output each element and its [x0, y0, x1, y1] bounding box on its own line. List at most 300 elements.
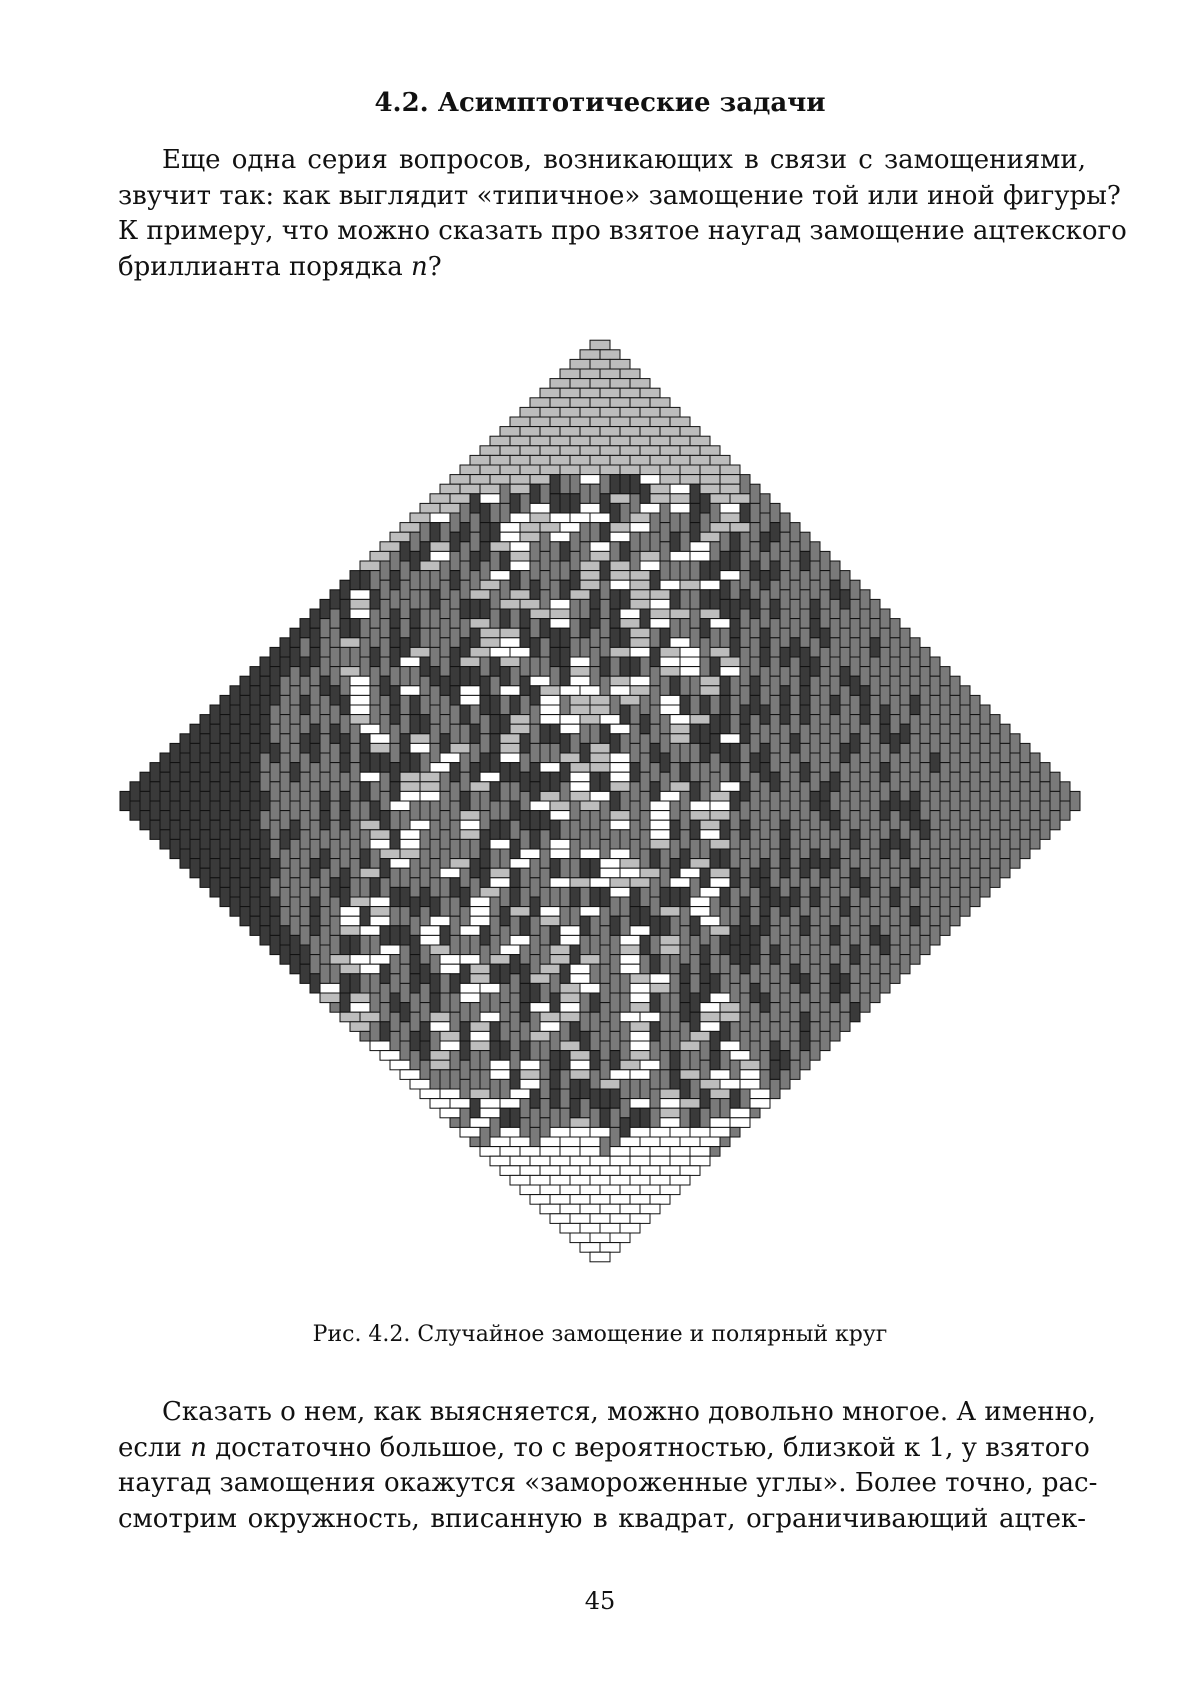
domino-tile — [850, 983, 860, 1002]
domino-tile — [260, 772, 270, 791]
domino-tile — [740, 647, 750, 666]
domino-tile — [730, 849, 740, 868]
domino-tile — [600, 446, 620, 456]
domino-tile — [370, 705, 380, 724]
domino-tile — [650, 916, 660, 935]
domino-tile — [540, 484, 550, 503]
domino-tile — [900, 955, 910, 974]
domino-tile — [830, 868, 840, 887]
domino-tile — [540, 619, 550, 638]
domino-tile — [480, 446, 500, 456]
domino-tile — [310, 628, 320, 647]
domino-tile — [430, 763, 450, 773]
domino-tile — [620, 859, 640, 869]
domino-tile — [830, 849, 840, 868]
domino-tile — [730, 1127, 740, 1137]
domino-tile — [340, 676, 350, 695]
domino-tile — [570, 571, 580, 590]
domino-tile — [170, 801, 180, 820]
domino-tile — [350, 599, 370, 609]
domino-tile — [860, 897, 870, 916]
domino-tile — [510, 1108, 520, 1127]
domino-tile — [470, 628, 480, 647]
domino-tile — [570, 782, 590, 792]
text-line: смотрим окружность, вписанную в квадрат, ограничивающий ацтек- — [118, 1503, 1086, 1534]
domino-tile — [860, 935, 870, 954]
domino-tile — [600, 724, 610, 743]
domino-tile — [340, 916, 360, 926]
domino-tile — [1020, 743, 1030, 762]
domino-tile — [890, 619, 900, 638]
domino-tile — [930, 734, 940, 753]
domino-tile — [510, 801, 520, 820]
domino-tile — [530, 1175, 550, 1185]
domino-tile — [280, 907, 290, 926]
domino-tile — [490, 801, 500, 820]
domino-tile — [960, 782, 970, 801]
domino-tile — [680, 657, 700, 667]
domino-tile — [480, 993, 490, 1012]
domino-tile — [600, 1022, 610, 1041]
domino-tile — [970, 695, 980, 714]
domino-tile — [440, 753, 460, 763]
domino-tile — [620, 542, 630, 561]
domino-tile — [730, 868, 740, 887]
domino-tile — [420, 676, 430, 695]
domino-tile — [560, 475, 570, 494]
domino-tile — [470, 1070, 480, 1089]
domino-tile — [470, 791, 480, 810]
intro-paragraph — [118, 143, 1127, 285]
domino-tile — [410, 1079, 430, 1089]
domino-tile — [520, 1003, 530, 1022]
domino-tile — [670, 887, 680, 906]
domino-tile — [400, 830, 420, 840]
domino-tile — [1030, 772, 1040, 791]
domino-tile — [730, 580, 740, 599]
domino-tile — [840, 839, 850, 858]
domino-tile — [440, 878, 450, 897]
domino-tile — [510, 916, 520, 935]
domino-tile — [270, 878, 280, 897]
text-line: если n достаточно большое, то с вероятностью, близкой к 1, у взятого — [118, 1432, 1090, 1463]
domino-tile — [470, 590, 490, 600]
domino-tile — [700, 1012, 720, 1022]
domino-tile — [870, 811, 880, 830]
domino-tile — [580, 859, 590, 878]
domino-tile — [940, 724, 950, 743]
domino-tile — [790, 1060, 800, 1079]
domino-tile — [280, 811, 290, 830]
domino-tile — [830, 887, 840, 906]
random-tiling-diagram — [0, 316, 1200, 1286]
domino-tile — [210, 878, 220, 897]
domino-tile — [720, 743, 730, 762]
domino-tile — [900, 801, 910, 820]
domino-tile — [630, 475, 640, 494]
text-line: бриллианта порядка n? — [118, 251, 442, 282]
domino-tile — [840, 859, 850, 878]
domino-tile — [460, 926, 480, 936]
domino-tile — [570, 859, 580, 878]
domino-tile — [840, 647, 850, 666]
domino-tile — [580, 1166, 600, 1176]
domino-tile — [810, 695, 820, 714]
domino-tile — [900, 878, 910, 897]
domino-tile — [580, 465, 600, 475]
domino-tile — [600, 868, 620, 878]
domino-tile — [420, 868, 430, 887]
domino-tile — [710, 772, 720, 791]
domino-tile — [700, 1060, 710, 1079]
domino-tile — [650, 782, 660, 801]
domino-tile — [930, 811, 940, 830]
domino-tile — [650, 1127, 670, 1137]
domino-tile — [360, 657, 370, 676]
domino-tile — [460, 638, 470, 657]
domino-tile — [330, 897, 340, 916]
domino-tile — [680, 590, 690, 609]
domino-tile — [690, 782, 700, 801]
domino-tile — [420, 983, 430, 1002]
domino-tile — [740, 1060, 760, 1070]
domino-tile — [440, 811, 450, 830]
domino-tile — [530, 763, 540, 782]
domino-tile — [620, 1041, 630, 1060]
domino-tile — [400, 686, 420, 696]
domino-tile — [990, 734, 1000, 753]
domino-tile — [180, 830, 190, 849]
domino-tile — [630, 379, 650, 389]
domino-tile — [660, 734, 670, 753]
domino-tile — [670, 993, 680, 1012]
domino-tile — [420, 907, 430, 926]
domino-tile — [630, 839, 640, 858]
domino-tile — [560, 820, 570, 839]
domino-tile — [490, 503, 500, 522]
domino-tile — [650, 1195, 670, 1205]
domino-tile — [460, 868, 470, 887]
domino-tile — [740, 763, 750, 782]
domino-tile — [600, 350, 620, 360]
domino-tile — [320, 907, 330, 926]
domino-tile — [1030, 811, 1040, 830]
domino-tile — [760, 551, 770, 570]
domino-tile — [560, 580, 570, 599]
domino-tile — [640, 1079, 650, 1098]
domino-tile — [880, 859, 890, 878]
domino-tile — [910, 791, 920, 810]
domino-tile — [580, 638, 590, 657]
domino-tile — [780, 820, 790, 839]
domino-tile — [610, 887, 630, 897]
domino-tile — [820, 916, 830, 935]
domino-tile — [520, 964, 530, 983]
domino-tile — [350, 974, 360, 993]
domino-tile — [330, 801, 340, 820]
domino-tile — [460, 964, 470, 983]
domino-tile — [520, 1060, 540, 1070]
domino-tile — [320, 734, 330, 753]
domino-tile — [280, 657, 290, 676]
domino-tile — [840, 897, 850, 916]
domino-tile — [350, 801, 360, 820]
domino-tile — [850, 926, 860, 945]
domino-tile — [390, 667, 400, 686]
domino-tile — [860, 724, 870, 743]
domino-tile — [430, 839, 440, 858]
domino-tile — [290, 801, 300, 820]
domino-tile — [370, 551, 390, 561]
domino-tile — [540, 724, 550, 743]
domino-tile — [480, 599, 490, 618]
domino-tile — [540, 1185, 560, 1195]
domino-tile — [710, 1031, 720, 1050]
domino-tile — [530, 1003, 550, 1013]
domino-tile — [660, 849, 670, 868]
domino-tile — [740, 955, 750, 974]
domino-tile — [590, 647, 600, 666]
domino-tile — [220, 753, 230, 772]
domino-tile — [240, 849, 250, 868]
domino-tile — [600, 523, 610, 542]
domino-tile — [530, 484, 540, 503]
domino-tile — [670, 1156, 690, 1166]
domino-tile — [830, 1003, 840, 1022]
domino-tile — [350, 897, 370, 907]
domino-tile — [560, 465, 580, 475]
domino-tile — [410, 734, 430, 744]
domino-tile — [700, 887, 720, 897]
domino-tile — [490, 571, 510, 581]
domino-tile — [740, 571, 750, 590]
domino-tile — [590, 1031, 600, 1050]
domino-tile — [490, 916, 500, 935]
domino-tile — [970, 868, 980, 887]
domino-tile — [630, 1195, 650, 1205]
domino-tile — [330, 686, 340, 705]
domino-tile — [460, 667, 470, 686]
domino-tile — [540, 868, 550, 887]
domino-tile — [520, 1118, 530, 1137]
domino-tile — [570, 475, 580, 494]
domino-tile — [400, 1003, 410, 1022]
domino-tile — [610, 1214, 630, 1224]
domino-tile — [850, 753, 860, 772]
domino-tile — [580, 580, 600, 590]
domino-tile — [530, 801, 550, 811]
domino-tile — [820, 859, 830, 878]
domino-tile — [640, 715, 650, 734]
domino-tile — [200, 868, 210, 887]
domino-tile — [600, 407, 620, 417]
domino-tile — [550, 599, 570, 609]
domino-tile — [790, 830, 800, 849]
domino-tile — [650, 619, 670, 629]
domino-tile — [800, 763, 810, 782]
domino-tile — [390, 830, 400, 849]
domino-tile — [890, 772, 900, 791]
domino-tile — [560, 561, 570, 580]
domino-tile — [850, 811, 860, 830]
domino-tile — [500, 734, 520, 744]
domino-tile — [690, 1012, 700, 1031]
domino-tile — [570, 705, 590, 715]
domino-tile — [650, 705, 660, 724]
domino-tile — [760, 916, 770, 935]
domino-tile — [710, 590, 720, 609]
domino-tile — [450, 686, 460, 705]
domino-tile — [140, 772, 150, 791]
domino-tile — [560, 763, 570, 782]
domino-tile — [460, 935, 470, 954]
domino-tile — [400, 926, 410, 945]
domino-tile — [630, 926, 650, 936]
domino-tile — [930, 868, 940, 887]
domino-tile — [600, 715, 620, 725]
domino-tile — [660, 446, 680, 456]
domino-tile — [590, 1070, 600, 1089]
domino-tile — [720, 782, 740, 792]
domino-tile — [760, 974, 770, 993]
domino-tile — [820, 974, 830, 993]
domino-tile — [640, 446, 660, 456]
domino-tile — [570, 887, 580, 906]
domino-tile — [700, 676, 720, 686]
domino-tile — [850, 1003, 860, 1022]
domino-tile — [740, 743, 750, 762]
domino-tile — [620, 1185, 640, 1195]
domino-tile — [450, 1118, 460, 1128]
domino-tile — [750, 945, 760, 964]
domino-tile — [570, 1051, 590, 1061]
domino-tile — [800, 974, 810, 993]
domino-tile — [820, 628, 830, 647]
domino-tile — [570, 638, 580, 657]
domino-tile — [500, 503, 510, 522]
domino-tile — [570, 878, 590, 888]
domino-tile — [520, 1070, 540, 1080]
domino-tile — [770, 849, 780, 868]
domino-tile — [420, 571, 430, 590]
domino-tile — [360, 849, 370, 868]
domino-tile — [600, 465, 620, 475]
domino-tile — [530, 503, 550, 513]
domino-tile — [680, 868, 700, 878]
domino-tile — [850, 907, 860, 926]
domino-tile — [450, 878, 460, 897]
domino-tile — [510, 724, 530, 734]
domino-tile — [470, 1089, 490, 1099]
domino-tile — [300, 830, 310, 849]
domino-tile — [750, 983, 760, 1002]
domino-tile — [640, 503, 660, 513]
domino-tile — [550, 379, 570, 389]
domino-tile — [550, 436, 570, 446]
domino-tile — [810, 849, 820, 868]
domino-tile — [400, 907, 410, 926]
domino-tile — [520, 1185, 540, 1195]
domino-tile — [470, 532, 480, 551]
figure-caption: Рис. 4.2. Случайное замощение и полярный круг — [312, 1322, 888, 1347]
domino-tile — [830, 619, 840, 638]
domino-tile — [490, 753, 500, 772]
domino-tile — [470, 551, 480, 570]
domino-tile — [400, 523, 420, 533]
domino-tile — [730, 926, 740, 945]
domino-tile — [260, 676, 270, 695]
domino-tile — [900, 859, 910, 878]
domino-tile — [630, 455, 650, 465]
domino-tile — [920, 782, 930, 801]
domino-tile — [790, 695, 800, 714]
domino-tile — [600, 657, 610, 676]
domino-tile — [390, 590, 400, 609]
domino-tile — [1000, 801, 1010, 820]
domino-tile — [510, 839, 520, 858]
domino-tile — [680, 619, 690, 638]
domino-tile — [670, 724, 690, 734]
domino-tile — [770, 887, 780, 906]
domino-tile — [740, 724, 750, 743]
domino-tile — [530, 436, 550, 446]
domino-tile — [700, 1003, 720, 1013]
domino-tile — [380, 1051, 400, 1061]
domino-tile — [680, 811, 690, 830]
domino-tile — [360, 935, 370, 954]
domino-tile — [580, 686, 600, 696]
domino-tile — [410, 571, 420, 590]
domino-tile — [340, 734, 350, 753]
domino-tile — [420, 657, 430, 676]
domino-tile — [610, 1147, 630, 1157]
domino-tile — [670, 551, 690, 561]
domino-tile — [470, 859, 480, 878]
domino-tile — [810, 561, 820, 580]
domino-tile — [290, 820, 300, 839]
domino-tile — [630, 1003, 650, 1013]
domino-tile — [360, 964, 380, 974]
domino-tile — [720, 763, 730, 782]
domino-tile — [350, 571, 360, 590]
domino-tile — [630, 1214, 650, 1224]
domino-tile — [370, 916, 390, 926]
domino-tile — [580, 993, 590, 1012]
domino-tile — [640, 907, 650, 926]
domino-tile — [460, 503, 470, 522]
domino-tile — [820, 609, 830, 628]
domino-tile — [400, 599, 410, 618]
domino-tile — [430, 1051, 450, 1061]
domino-tile — [620, 388, 640, 398]
domino-tile — [900, 628, 910, 647]
domino-tile — [690, 743, 700, 762]
domino-tile — [810, 868, 820, 887]
domino-tile — [480, 734, 490, 753]
domino-tile — [480, 753, 490, 772]
domino-tile — [840, 1012, 850, 1031]
domino-tile — [860, 839, 870, 858]
domino-tile — [520, 916, 530, 935]
domino-tile — [510, 561, 530, 571]
domino-tile — [920, 724, 930, 743]
domino-tile — [470, 724, 480, 743]
domino-tile — [750, 484, 760, 503]
domino-tile — [370, 830, 390, 840]
domino-tile — [840, 686, 850, 705]
domino-tile — [620, 503, 630, 522]
domino-tile — [670, 734, 690, 744]
